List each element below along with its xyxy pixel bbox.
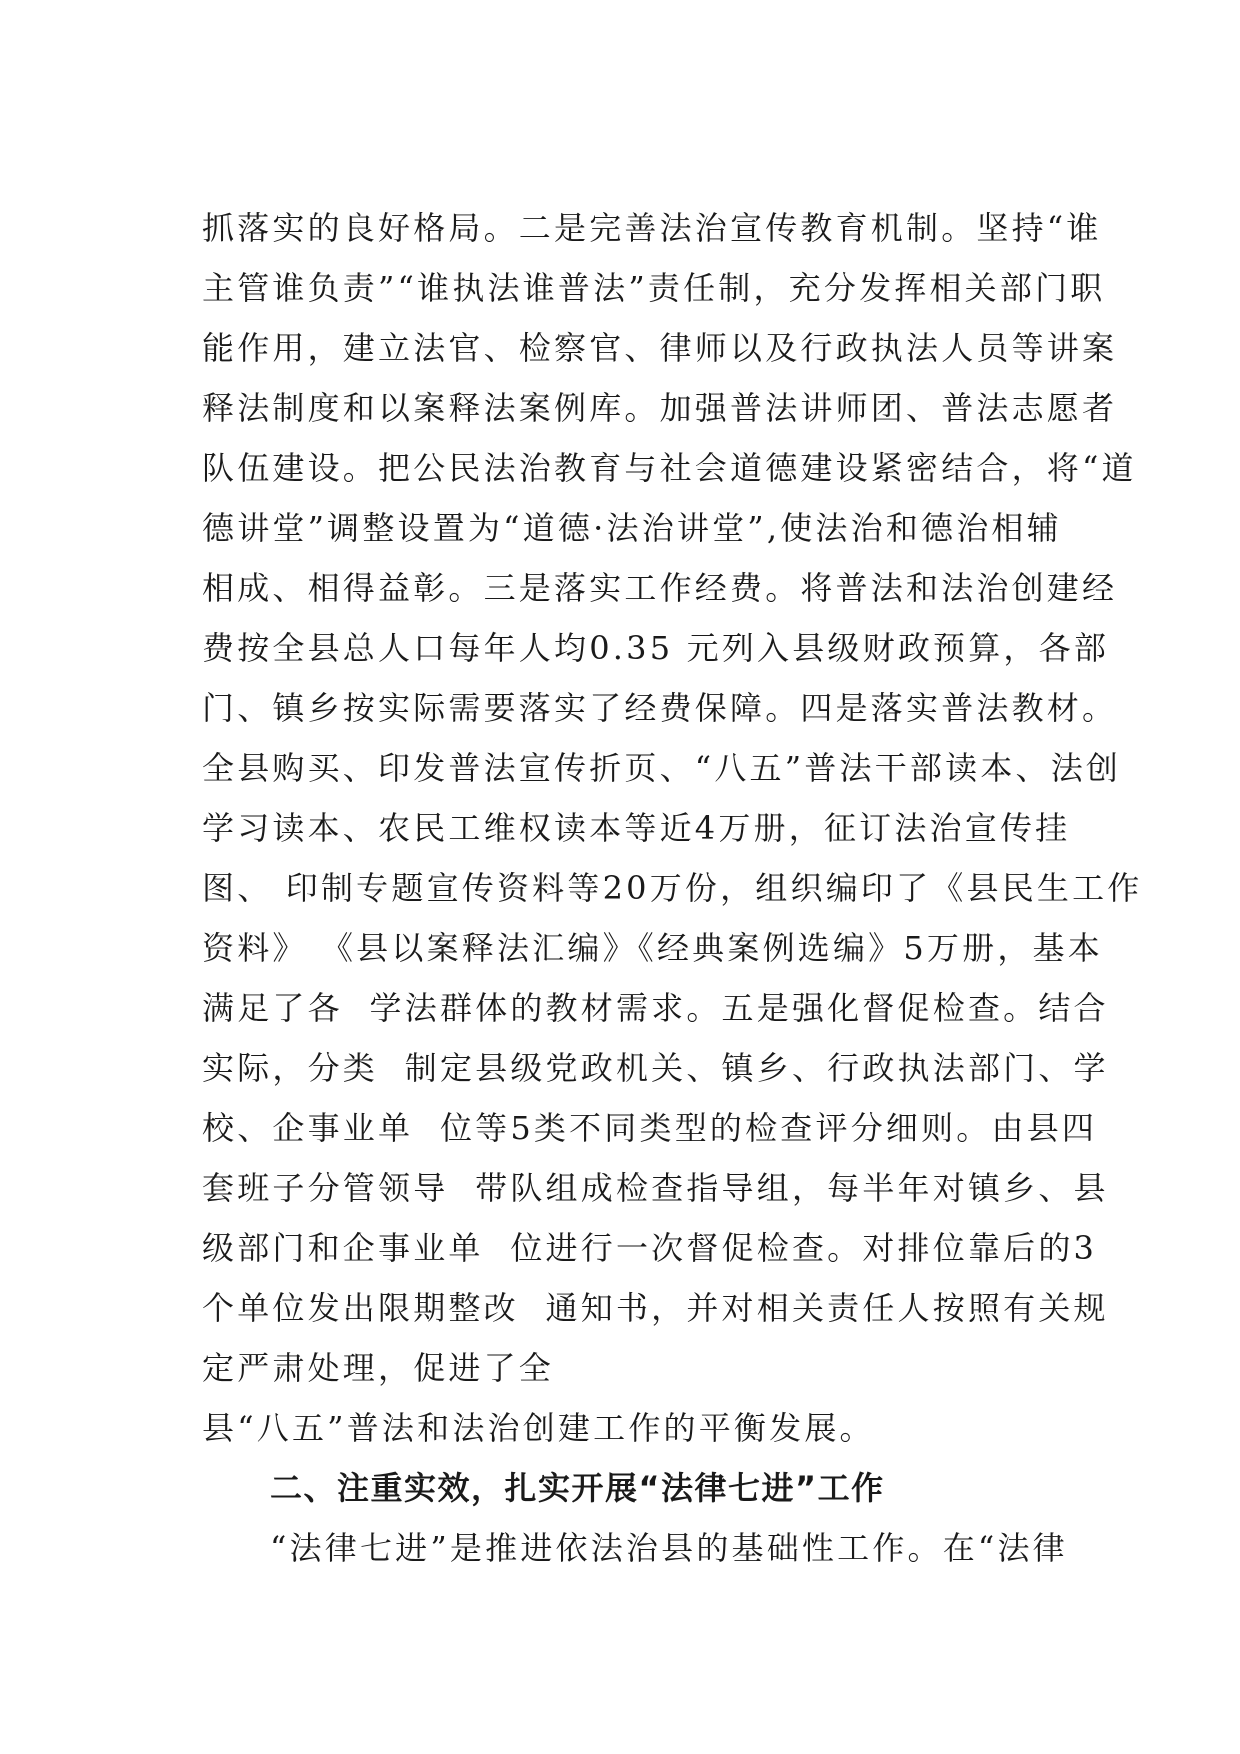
body-line: 抓落实的良好格局。二是完善法治宣传教育机制。坚持“谁 <box>202 209 1102 247</box>
body-line: 学习读本、农民工维权读本等近4万册，征订法治宣传挂 <box>202 809 1071 847</box>
body-line: 门、镇乡按实际需要落实了经费保障。四是落实普法教材。 <box>202 689 1118 727</box>
body-line: 个单位发出限期整改 通知书，并对相关责任人按照有关规 <box>202 1289 1109 1327</box>
body-line: 县“八五”普法和法治创建工作的平衡发展。 <box>202 1409 875 1447</box>
body-line: 全县购买、印发普法宣传折页、“八五”普法干部读本、法创 <box>202 749 1122 787</box>
paragraph-first-line: “法律七进”是推进依法治县的基础性工作。在“法律 <box>270 1529 1068 1567</box>
body-line: 定严肃处理，促进了全 <box>202 1349 555 1387</box>
body-line: 队伍建设。把公民法治教育与社会道德建设紧密结合，将“道 <box>202 449 1137 487</box>
body-line: 释法制度和以案释法案例库。加强普法讲师团、普法志愿者 <box>202 389 1118 427</box>
section-heading: 二、注重实效，扎实开展“法律七进”工作 <box>270 1469 885 1507</box>
body-line: 相成、相得益彰。三是落实工作经费。将普法和法治创建经 <box>202 569 1118 607</box>
body-line: 德讲堂”调整设置为“道德·法治讲堂”,使法治和德治相辅 <box>202 509 1062 547</box>
body-line: 资料》 《县以案释法汇编》《经典案例选编》5万册，基本 <box>202 929 1103 967</box>
body-line: 费按全县总人口每年人均0.35 元列入县级财政预算，各部 <box>202 629 1110 667</box>
body-line: 主管谁负责”“谁执法谁普法”责任制，充分发挥相关部门职 <box>202 269 1106 307</box>
body-line: 图、 印制专题宣传资料等20万份，组织编印了《县民生工作 <box>202 869 1143 907</box>
body-line: 满足了各 学法群体的教材需求。五是强化督促检查。结合 <box>202 989 1109 1027</box>
body-line: 级部门和企事业单 位进行一次督促检查。对排位靠后的3 <box>202 1229 1098 1267</box>
body-line: 实际，分类 制定县级党政机关、镇乡、行政执法部门、学 <box>202 1049 1109 1087</box>
body-line: 套班子分管领导 带队组成检查指导组，每半年对镇乡、县 <box>202 1169 1109 1207</box>
body-line: 校、企事业单 位等5类不同类型的检查评分细则。由县四 <box>202 1109 1098 1147</box>
body-line: 能作用，建立法官、检察官、律师以及行政执法人员等讲案 <box>202 329 1118 367</box>
